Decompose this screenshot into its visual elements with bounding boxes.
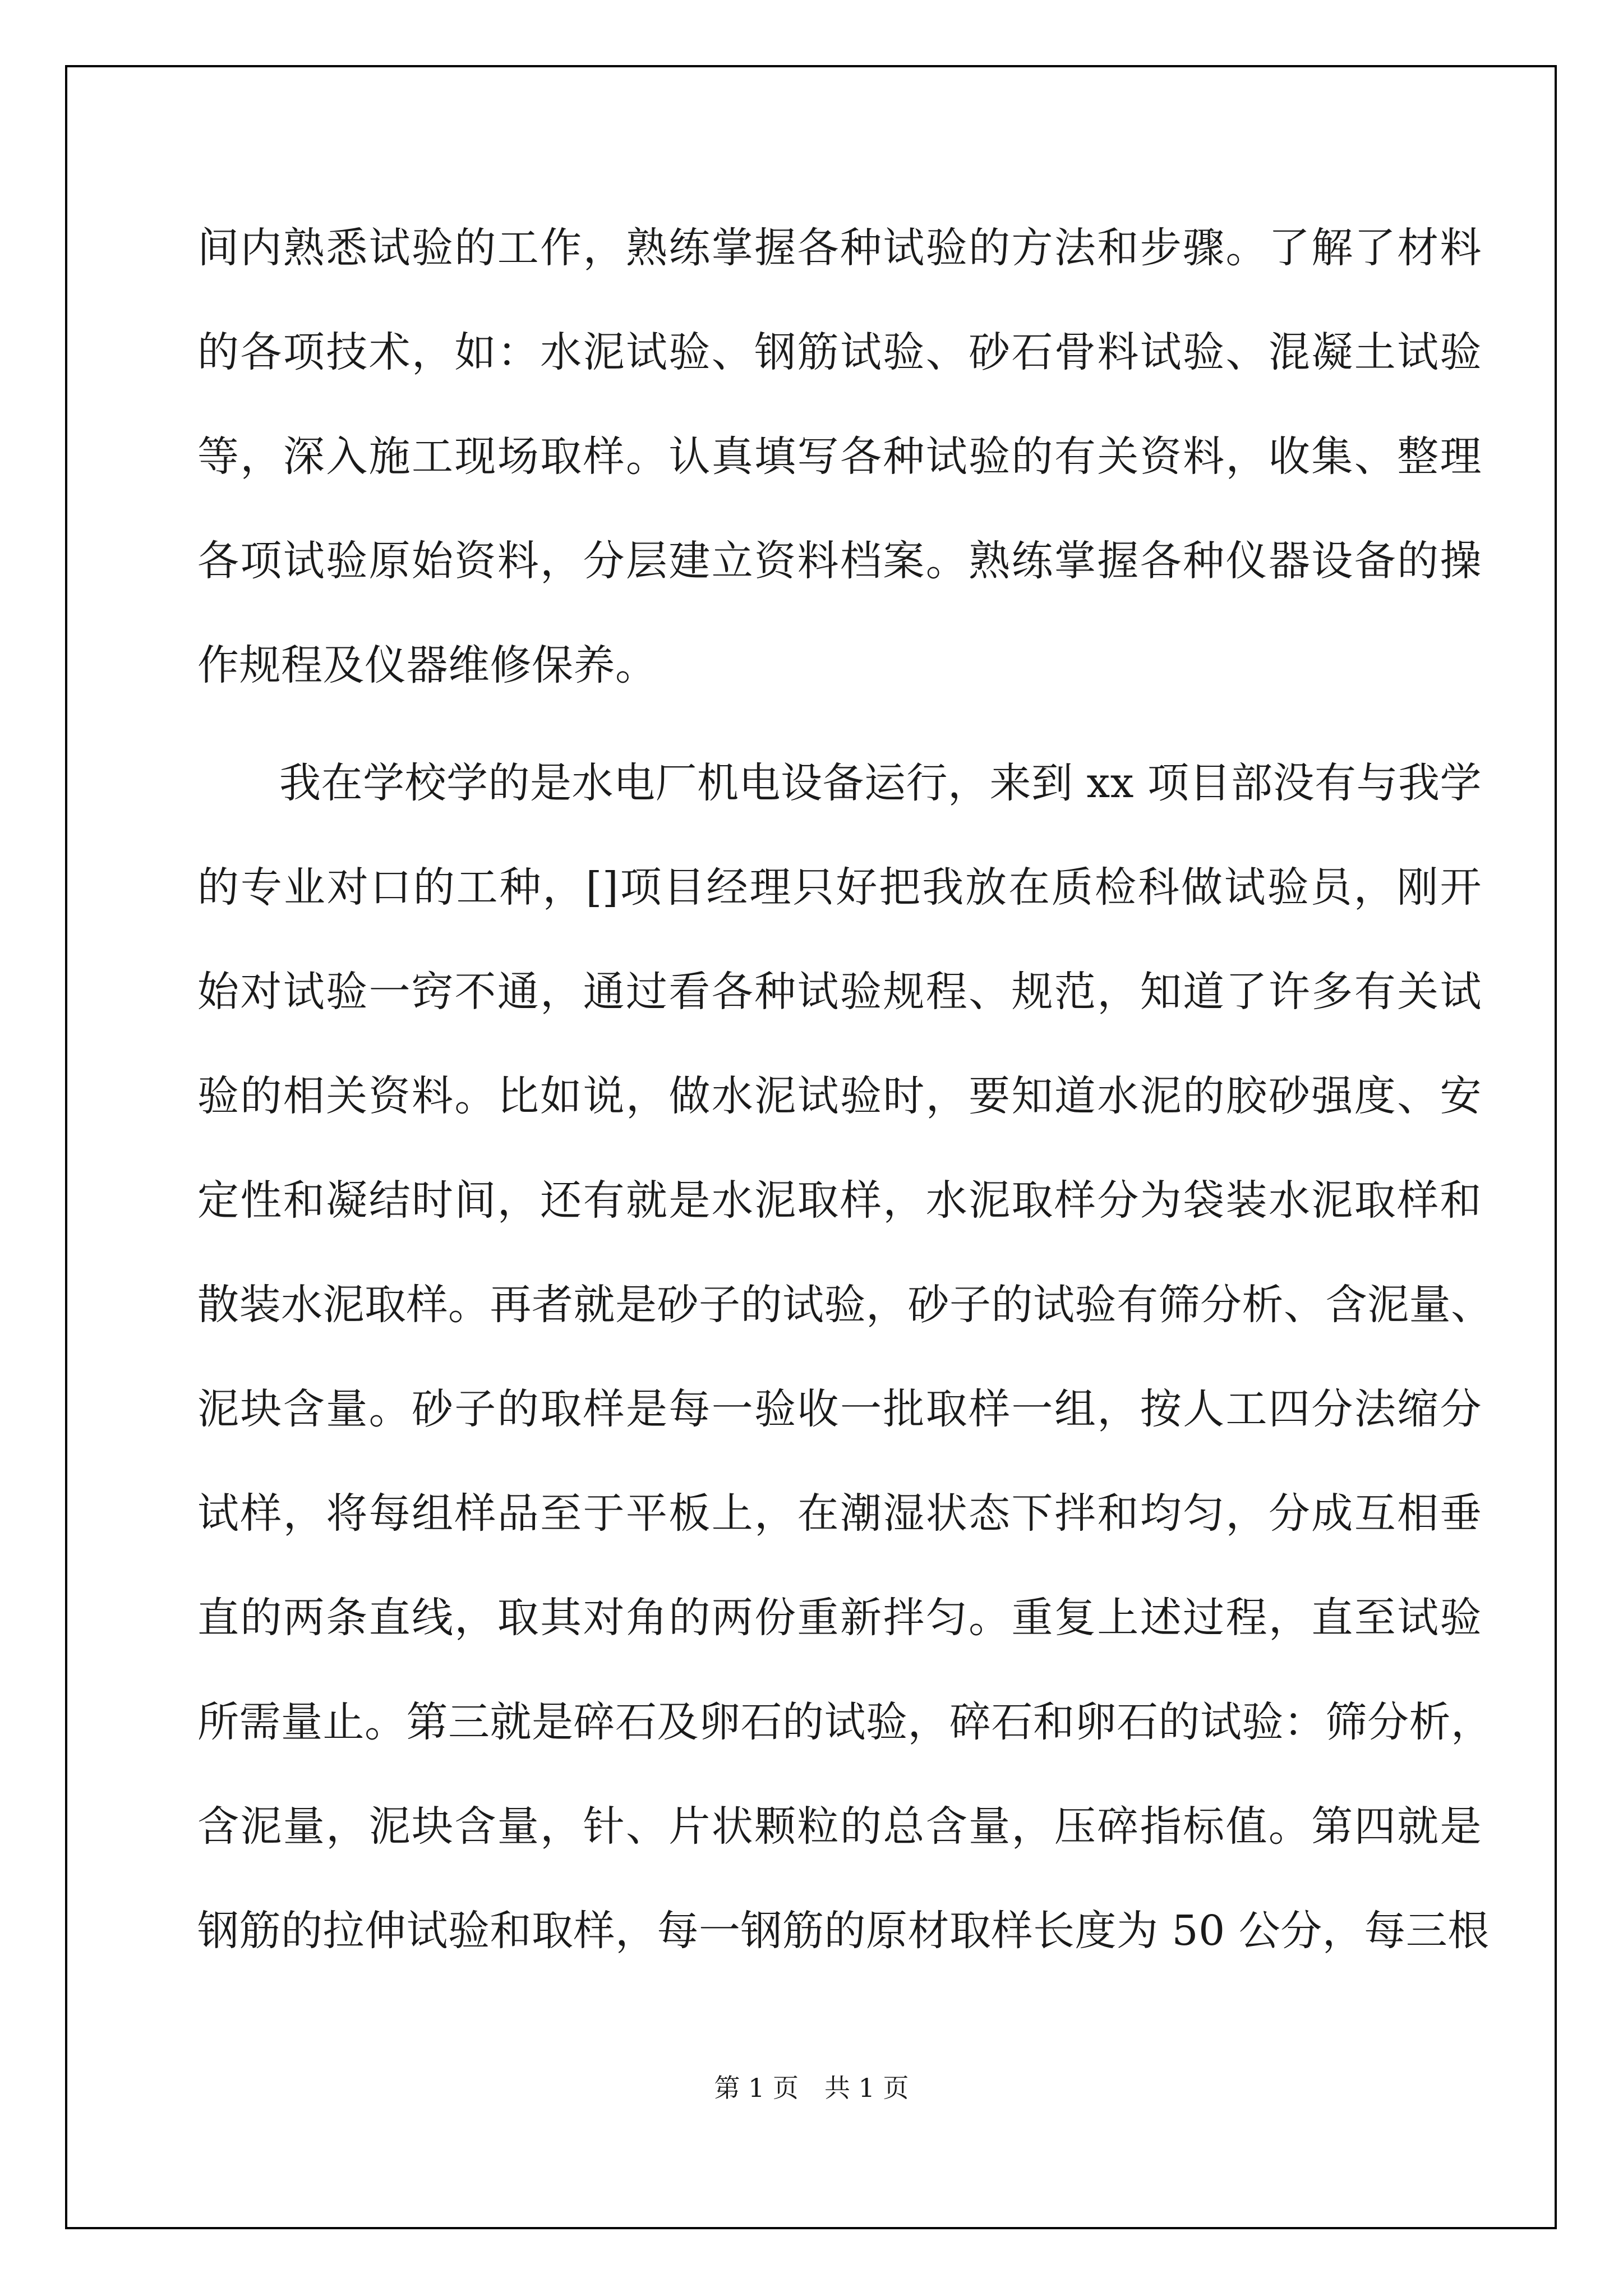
page-footer [0,2071,1623,2105]
text-line: 试样，将每组样品至于平板上，在潮湿状态下拌和均匀，分成互相垂 [197,1489,1482,1538]
text-line: 始对试验一窍不通，通过看各种试验规程、规范，知道了许多有关试 [197,968,1482,1016]
text-line: 钢筋的拉伸试验和取样，每一钢筋的原材取样长度为 50 公分，每三根 [197,1907,1490,1955]
text-line: 直的两条直线，取其对角的两份重新拌匀。重复上述过程，直至试验 [197,1594,1482,1642]
page-total: 共 1 页 [824,2073,909,2103]
text-line: 所需量止。第三就是碎石及卵石的试验，碎石和卵石的试验：筛分析， [197,1698,1493,1746]
text-line: 各项试验原始资料，分层建立资料档案。熟练掌握各种仪器设备的操 [197,537,1482,585]
text-line: 间内熟悉试验的工作，熟练掌握各种试验的方法和步骤。了解了材料 [197,224,1482,272]
text-line: 含泥量，泥块含量，针、片状颗粒的总含量，压碎指标值。第四就是 [197,1802,1482,1851]
paragraph-first-line: 我在学校学的是水电厂机电设备运行，来到 xx 项目部没有与我学 [279,759,1482,807]
text-line: 定性和凝结时间，还有就是水泥取样，水泥取样分为袋装水泥取样和 [197,1176,1482,1225]
text-line: 作规程及仪器维修保养。 [197,641,657,689]
text-line: 的专业对口的工种，[]项目经理只好把我放在质检科做试验员，刚开 [197,863,1482,912]
text-line: 等，深入施工现场取样。认真填写各种试验的有关资料，收集、整理 [197,432,1482,481]
text-line: 的各项技术，如：水泥试验、钢筋试验、砂石骨料试验、混凝土试验 [197,328,1482,376]
page-number: 第 1 页 [714,2073,799,2103]
text-line: 验的相关资料。比如说，做水泥试验时，要知道水泥的胶砂强度、安 [197,1072,1482,1120]
text-line: 散装水泥取样。再者就是砂子的试验，砂子的试验有筛分析、含泥量、 [197,1281,1493,1329]
text-line: 泥块含量。砂子的取样是每一验收一批取样一组，按人工四分法缩分 [197,1385,1482,1433]
